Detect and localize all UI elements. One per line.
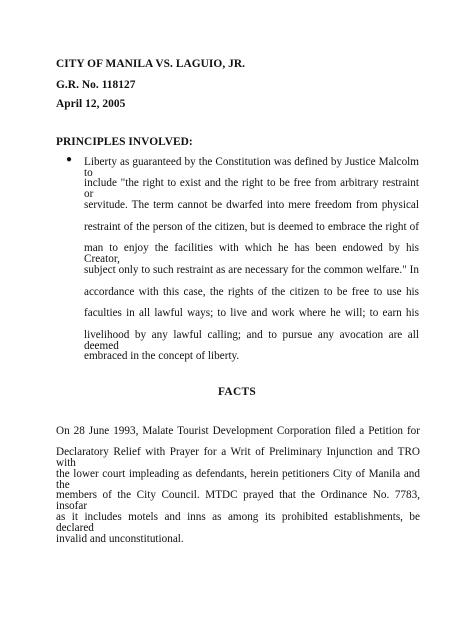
facts-line: Declaratory Relief with Prayer for a Writ of Preliminary Injunction and TRO with [56,446,420,470]
facts-line: the lower court impleading as defendants, herein petitioners City of Manila and the [56,468,420,492]
facts-line: as it includes motels and inns as among its prohibited establishments, be declared [56,511,420,535]
facts-heading: FACTS [218,386,256,398]
principles-line: subject only to such restraint as are necessary for the common welfare." In [84,264,419,276]
case-title: CITY OF MANILA VS. LAGUIO, JR. [56,58,246,70]
principles-line: livelihood by any lawful calling; and to pursue any avocation are all deemed [84,329,419,353]
facts-line: invalid and unconstitutional. [56,533,184,545]
facts-line: members of the City Council. MTDC prayed that the Ordinance No. 7783, insofar [56,489,420,513]
principles-line: faculties in all lawful ways; to live and work where he will; to earn his [84,307,419,319]
principles-heading: PRINCIPLES INVOLVED: [56,136,193,148]
principles-line: include "the right to exist and the right to be free from arbitrary restraint or [84,177,419,201]
principles-line: Liberty as guaranteed by the Constitution was defined by Justice Malcolm to [84,156,419,180]
principles-line: servitude. The term cannot be dwarfed into mere freedom from physical [84,199,419,211]
principles-line: embraced in the concept of liberty. [84,350,240,362]
facts-line: On 28 June 1993, Malate Tourist Development Corporation filed a Petition for [56,425,420,437]
decision-date: April 12, 2005 [56,98,126,110]
gr-number: G.R. No. 118127 [56,79,136,91]
bullet-icon: ● [66,154,73,165]
principles-line: accordance with this case, the rights of the citizen to be free to use his [84,286,419,298]
principles-line: restraint of the person of the citizen, but is deemed to embrace the right of [84,221,419,233]
principles-line: man to enjoy the facilities with which he has been endowed by his Creator, [84,242,419,266]
